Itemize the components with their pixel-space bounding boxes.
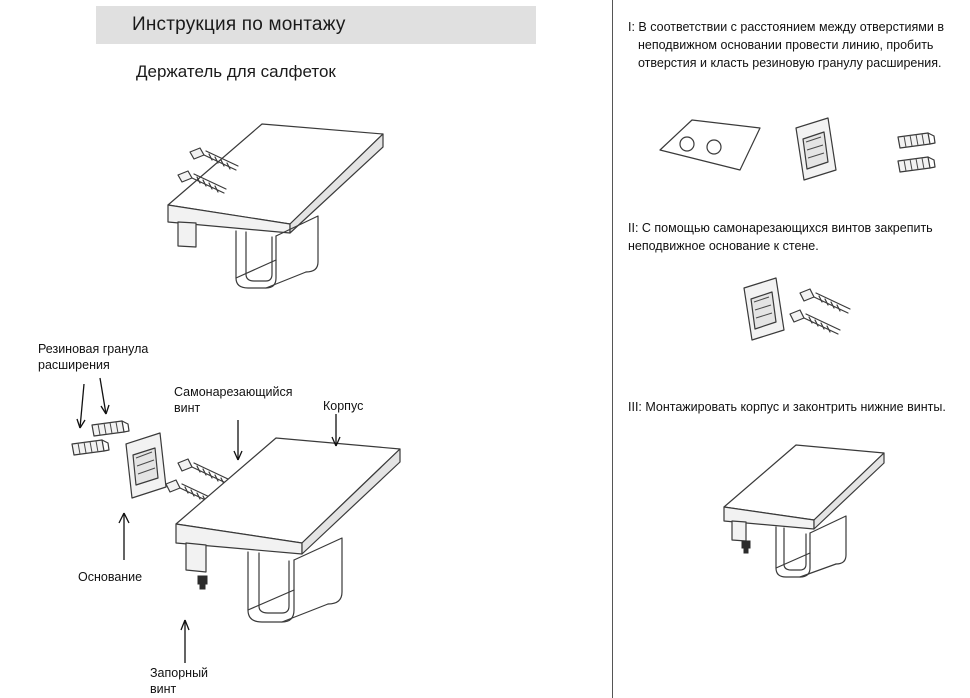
- product-subtitle: Держатель для салфеток: [136, 62, 336, 81]
- screw-top-2: [178, 171, 226, 193]
- title-band: [96, 6, 536, 44]
- illustration-step-3-assembled: [724, 445, 884, 577]
- label-rubber-granule: [38, 341, 148, 373]
- label-base: Основание: [78, 570, 143, 584]
- step-1-line-1: I: В соответствии с расстоянием между отверстиями в: [628, 20, 944, 34]
- rubber-granule-2: [72, 440, 109, 455]
- step-1-line-3: отверстия и класть резиновую гранулу расширения.: [638, 56, 942, 70]
- step-3-line-1: III: Монтажировать корпус и законтрить нижние винты.: [628, 400, 946, 414]
- step-2-screw-1: [800, 289, 850, 313]
- label-self-tapping-screw: [174, 384, 292, 416]
- screw-top-1: [190, 148, 238, 170]
- page-title: Инструкция по монтажу: [132, 14, 346, 35]
- holder-body: [176, 414, 400, 622]
- step-1-granule-2: [898, 157, 935, 172]
- step-2-text: [628, 219, 970, 255]
- fixed-base-plate: [126, 433, 166, 498]
- label-body: Корпус: [323, 399, 364, 413]
- label-self-tapping-screw-line-2: винт: [174, 401, 201, 415]
- self-tapping-screw-1: [178, 459, 228, 484]
- column-divider: [612, 0, 613, 698]
- step-2-screw-2: [790, 310, 840, 334]
- rubber-granule-1: [92, 421, 129, 436]
- illustration-top-holder: [168, 124, 383, 288]
- step-1-granule-1: [898, 133, 935, 148]
- locking-screw: [198, 576, 207, 589]
- label-rubber-granule-line-1: Резиновая гранула: [38, 342, 149, 356]
- label-locking-screw-line-1: Запорный: [150, 666, 209, 680]
- illustration-step-1-parts: [660, 118, 935, 180]
- step-3-text: [628, 398, 970, 416]
- label-locking-screw: [150, 665, 208, 697]
- label-self-tapping-screw-line-1: Самонарезающийся: [174, 385, 293, 399]
- illustration-step-2-parts: [744, 278, 850, 340]
- illustration-exploded-assembly: [72, 378, 400, 663]
- step-1-text: [628, 18, 970, 72]
- step-1-base-plate: [796, 118, 836, 180]
- label-locking-screw-line-2: винт: [150, 682, 177, 696]
- step-2-line-1: II: С помощью самонарезающихся винтов закрепить: [628, 221, 933, 235]
- label-rubber-granule-line-2: расширения: [38, 358, 110, 372]
- self-tapping-screw-2: [166, 480, 216, 505]
- step-1-line-2: неподвижном основании провести линию, пробить: [638, 38, 934, 52]
- step-2-line-2: неподвижное основание к стене.: [628, 239, 819, 253]
